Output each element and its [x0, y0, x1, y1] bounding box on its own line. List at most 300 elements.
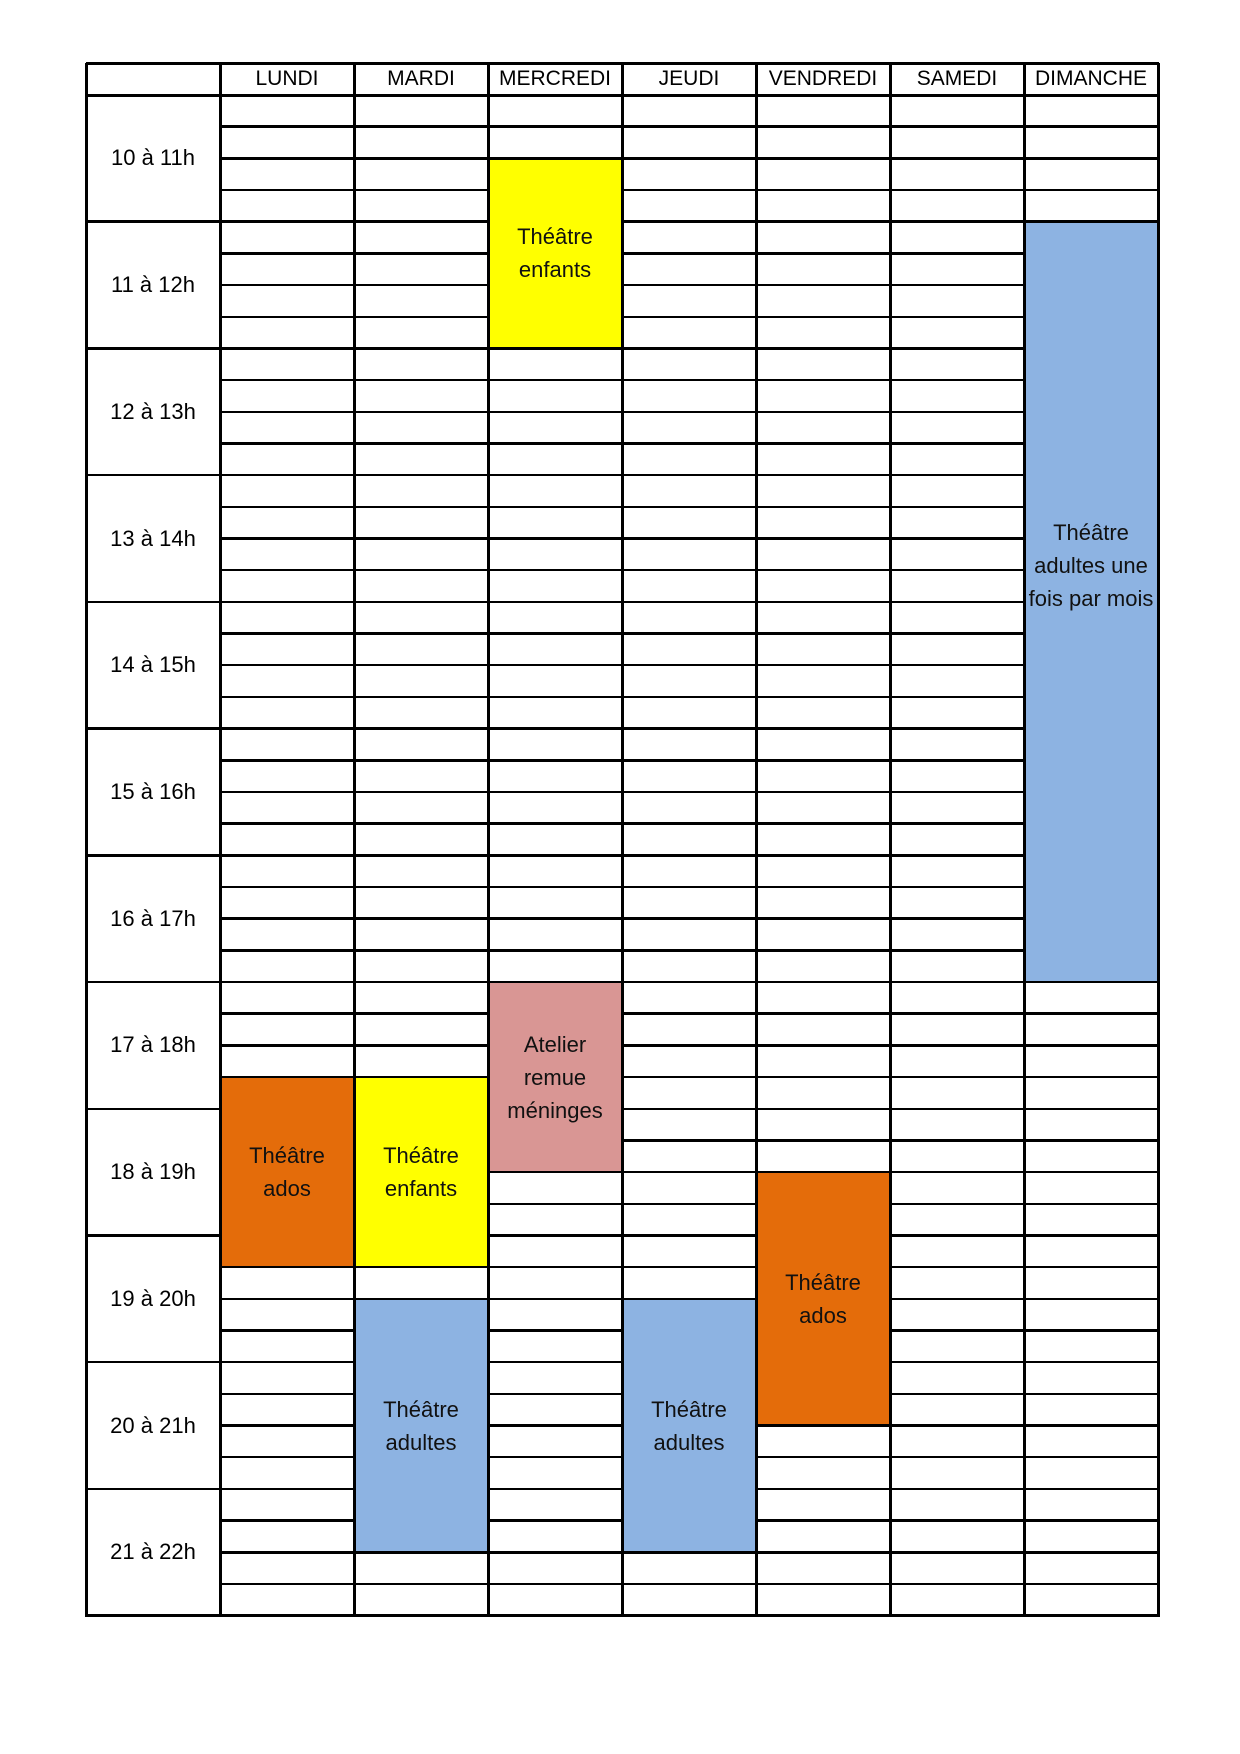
quarter-line: [220, 284, 354, 287]
grid-border-right: [1157, 63, 1160, 1617]
activity-label: Théâtre adultes: [651, 1396, 727, 1455]
quarter-line: [890, 601, 1024, 604]
quarter-line: [756, 474, 890, 477]
quarter-line: [890, 981, 1024, 984]
quarter-line: [622, 1012, 756, 1015]
quarter-line: [220, 442, 354, 445]
quarter-line: [622, 125, 756, 128]
quarter-line: [1024, 1488, 1158, 1491]
quarter-line: [622, 1583, 756, 1586]
quarter-line: [354, 506, 488, 509]
quarter-line: [220, 1361, 354, 1364]
quarter-line: [622, 854, 756, 857]
quarter-line: [890, 1012, 1024, 1015]
quarter-line: [890, 727, 1024, 730]
quarter-line: [756, 854, 890, 857]
quarter-line: [890, 442, 1024, 445]
quarter-line: [756, 1139, 890, 1142]
activity-block: [488, 982, 622, 1172]
quarter-line: [488, 601, 622, 604]
quarter-line: [1024, 1044, 1158, 1047]
quarter-line: [220, 632, 354, 635]
quarter-line: [354, 125, 488, 128]
quarter-line: [756, 1076, 890, 1079]
quarter-line: [220, 1393, 354, 1396]
quarter-line: [890, 474, 1024, 477]
quarter-line: [756, 506, 890, 509]
quarter-line: [1024, 1393, 1158, 1396]
day-column-divider: [621, 63, 624, 1617]
quarter-line: [890, 1266, 1024, 1269]
quarter-line: [220, 854, 354, 857]
quarter-line: [890, 379, 1024, 382]
quarter-line: [890, 1456, 1024, 1459]
quarter-line: [1024, 1519, 1158, 1522]
quarter-line: [220, 411, 354, 414]
quarter-line: [756, 220, 890, 223]
hour-divider: [86, 474, 220, 477]
quarter-line: [890, 1171, 1024, 1174]
quarter-line: [622, 1171, 756, 1174]
quarter-line: [354, 1583, 488, 1586]
quarter-line: [220, 506, 354, 509]
quarter-line: [622, 601, 756, 604]
quarter-line: [890, 316, 1024, 319]
quarter-line: [220, 1076, 354, 1079]
day-column-divider: [487, 63, 490, 1617]
quarter-line: [622, 189, 756, 192]
quarter-line: [622, 696, 756, 699]
day-header-mercredi: MERCREDI: [498, 67, 611, 90]
quarter-line: [354, 316, 488, 319]
quarter-line: [354, 917, 488, 920]
quarter-line: [488, 506, 622, 509]
quarter-line: [890, 537, 1024, 540]
quarter-line: [622, 886, 756, 889]
hour-divider: [86, 1108, 220, 1111]
quarter-line: [756, 822, 890, 825]
time-slot-label: 18 à 19h: [110, 1159, 196, 1185]
quarter-line: [354, 696, 488, 699]
quarter-line: [622, 1076, 756, 1079]
hour-divider: [86, 1488, 220, 1491]
activity-label: Théâtre enfants: [383, 1143, 459, 1202]
quarter-line: [756, 189, 890, 192]
activity-block: [354, 1077, 488, 1267]
quarter-line: [622, 1108, 756, 1111]
quarter-line: [622, 506, 756, 509]
quarter-line: [622, 727, 756, 730]
quarter-line: [354, 284, 488, 287]
quarter-line: [890, 632, 1024, 635]
activity-label: Théâtre adultes: [383, 1396, 459, 1455]
quarter-line: [488, 1234, 622, 1237]
quarter-line: [622, 822, 756, 825]
time-slot-label: 17 à 18h: [110, 1032, 196, 1058]
quarter-line: [890, 1139, 1024, 1142]
activity-label: Atelier remue méninges: [507, 1031, 603, 1123]
quarter-line: [1024, 1203, 1158, 1206]
quarter-line: [354, 569, 488, 572]
quarter-line: [1024, 1171, 1158, 1174]
quarter-line: [622, 220, 756, 223]
quarter-line: [890, 125, 1024, 128]
quarter-line: [622, 949, 756, 952]
quarter-line: [756, 1488, 890, 1491]
quarter-line: [354, 1012, 488, 1015]
quarter-line: [354, 442, 488, 445]
activity-block: [756, 1172, 890, 1425]
quarter-line: [890, 664, 1024, 667]
quarter-line: [1024, 189, 1158, 192]
quarter-line: [220, 1456, 354, 1459]
quarter-line: [622, 316, 756, 319]
quarter-line: [1024, 1108, 1158, 1111]
activity-block: [354, 1299, 488, 1552]
quarter-line: [756, 252, 890, 255]
quarter-line: [756, 696, 890, 699]
quarter-line: [488, 1583, 622, 1586]
quarter-line: [354, 411, 488, 414]
quarter-line: [756, 1108, 890, 1111]
quarter-line: [220, 822, 354, 825]
quarter-line: [354, 822, 488, 825]
quarter-line: [488, 1519, 622, 1522]
quarter-line: [220, 791, 354, 794]
quarter-line: [488, 125, 622, 128]
quarter-line: [220, 1044, 354, 1047]
quarter-line: [220, 1551, 354, 1554]
quarter-line: [220, 569, 354, 572]
quarter-line: [220, 759, 354, 762]
activity-block: [1024, 222, 1158, 982]
quarter-line: [354, 1266, 488, 1269]
quarter-line: [890, 1424, 1024, 1427]
quarter-line: [622, 411, 756, 414]
quarter-line: [488, 347, 622, 350]
quarter-line: [756, 601, 890, 604]
quarter-line: [622, 632, 756, 635]
quarter-line: [220, 917, 354, 920]
quarter-line: [622, 1298, 756, 1301]
quarter-line: [622, 759, 756, 762]
quarter-line: [756, 537, 890, 540]
quarter-line: [756, 442, 890, 445]
quarter-line: [488, 1361, 622, 1364]
quarter-line: [220, 379, 354, 382]
activity-label: Théâtre enfants: [517, 224, 593, 283]
quarter-line: [890, 822, 1024, 825]
quarter-line: [756, 949, 890, 952]
quarter-line: [488, 379, 622, 382]
quarter-line: [488, 1551, 622, 1554]
quarter-line: [220, 981, 354, 984]
day-header-vendredi: VENDREDI: [768, 67, 878, 90]
day-column-divider: [1023, 63, 1026, 1617]
quarter-line: [220, 1488, 354, 1491]
time-slot-label: 13 à 14h: [110, 525, 196, 551]
quarter-line: [622, 284, 756, 287]
quarter-line: [890, 1076, 1024, 1079]
day-column-divider: [889, 63, 892, 1617]
quarter-line: [756, 1012, 890, 1015]
quarter-line: [756, 316, 890, 319]
quarter-line: [890, 1488, 1024, 1491]
quarter-line: [354, 1298, 488, 1301]
quarter-line: [354, 474, 488, 477]
activity-block: [622, 1299, 756, 1552]
quarter-line: [488, 537, 622, 540]
quarter-line: [354, 727, 488, 730]
quarter-line: [756, 411, 890, 414]
quarter-line: [354, 632, 488, 635]
quarter-line: [488, 1329, 622, 1332]
quarter-line: [1024, 1424, 1158, 1427]
day-header-mardi: MARDI: [387, 67, 455, 90]
quarter-line: [488, 442, 622, 445]
quarter-line: [354, 759, 488, 762]
quarter-line: [622, 537, 756, 540]
quarter-line: [1024, 981, 1158, 984]
quarter-line: [622, 157, 756, 160]
day-column-divider: [353, 63, 356, 1617]
time-slot-label: 21 à 22h: [110, 1539, 196, 1565]
quarter-line: [354, 664, 488, 667]
quarter-line: [890, 1203, 1024, 1206]
quarter-line: [756, 157, 890, 160]
quarter-line: [890, 917, 1024, 920]
quarter-line: [220, 537, 354, 540]
hour-divider: [86, 727, 220, 730]
quarter-line: [354, 981, 488, 984]
quarter-line: [622, 917, 756, 920]
quarter-line: [354, 379, 488, 382]
quarter-line: [756, 981, 890, 984]
hour-divider: [86, 601, 220, 604]
quarter-line: [622, 791, 756, 794]
day-header-lundi: LUNDI: [255, 67, 319, 90]
quarter-line: [354, 1044, 488, 1047]
quarter-line: [488, 474, 622, 477]
quarter-line: [756, 791, 890, 794]
activity-label: Théâtre ados: [249, 1143, 325, 1202]
quarter-line: [488, 664, 622, 667]
quarter-line: [220, 886, 354, 889]
quarter-line: [488, 791, 622, 794]
quarter-line: [756, 664, 890, 667]
quarter-line: [756, 1171, 890, 1174]
quarter-line: [756, 347, 890, 350]
quarter-line: [488, 759, 622, 762]
quarter-line: [890, 1551, 1024, 1554]
activity-label: Théâtre ados: [785, 1269, 861, 1328]
hour-divider: [86, 220, 220, 223]
quarter-line: [220, 316, 354, 319]
quarter-line: [220, 125, 354, 128]
quarter-line: [890, 1519, 1024, 1522]
quarter-line: [756, 1519, 890, 1522]
quarter-line: [220, 220, 354, 223]
quarter-line: [890, 1108, 1024, 1111]
quarter-line: [1024, 1266, 1158, 1269]
day-header-dimanche: DIMANCHE: [1034, 67, 1147, 90]
quarter-line: [488, 569, 622, 572]
quarter-line: [1024, 1551, 1158, 1554]
quarter-line: [756, 1456, 890, 1459]
quarter-line: [890, 1234, 1024, 1237]
quarter-line: [354, 949, 488, 952]
quarter-line: [354, 347, 488, 350]
hour-divider: [86, 347, 220, 350]
quarter-line: [622, 1203, 756, 1206]
quarter-line: [354, 220, 488, 223]
quarter-line: [1024, 1076, 1158, 1079]
quarter-line: [890, 759, 1024, 762]
quarter-line: [488, 1266, 622, 1269]
quarter-line: [220, 727, 354, 730]
quarter-line: [756, 1044, 890, 1047]
quarter-line: [890, 854, 1024, 857]
quarter-line: [1024, 1012, 1158, 1015]
quarter-line: [756, 125, 890, 128]
hour-divider: [86, 1234, 220, 1237]
quarter-line: [1024, 1456, 1158, 1459]
day-header-samedi: SAMEDI: [916, 67, 998, 90]
activity-block: [220, 1077, 354, 1267]
quarter-line: [220, 949, 354, 952]
grid-border-left: [85, 63, 88, 1617]
quarter-line: [488, 1456, 622, 1459]
hour-divider: [86, 854, 220, 857]
time-slot-label: 20 à 21h: [110, 1412, 196, 1438]
quarter-line: [488, 411, 622, 414]
quarter-line: [756, 917, 890, 920]
quarter-line: [756, 1551, 890, 1554]
quarter-line: [1024, 1329, 1158, 1332]
quarter-line: [890, 220, 1024, 223]
quarter-line: [220, 1012, 354, 1015]
activity-block: [488, 158, 622, 348]
quarter-line: [354, 854, 488, 857]
quarter-line: [622, 981, 756, 984]
quarter-line: [622, 1551, 756, 1554]
time-slot-label: 12 à 13h: [110, 398, 196, 424]
quarter-line: [488, 981, 622, 984]
quarter-line: [220, 664, 354, 667]
quarter-line: [756, 1424, 890, 1427]
quarter-line: [890, 1298, 1024, 1301]
quarter-line: [488, 632, 622, 635]
quarter-line: [220, 347, 354, 350]
quarter-line: [622, 442, 756, 445]
day-column-divider: [755, 63, 758, 1617]
quarter-line: [622, 474, 756, 477]
quarter-line: [220, 252, 354, 255]
quarter-line: [220, 1329, 354, 1332]
quarter-line: [622, 347, 756, 350]
quarter-line: [220, 1266, 354, 1269]
quarter-line: [890, 506, 1024, 509]
quarter-line: [756, 727, 890, 730]
quarter-line: [1024, 1139, 1158, 1142]
quarter-line: [488, 696, 622, 699]
quarter-line: [622, 1044, 756, 1047]
quarter-line: [756, 1583, 890, 1586]
quarter-line: [890, 189, 1024, 192]
quarter-line: [890, 949, 1024, 952]
quarter-line: [890, 1583, 1024, 1586]
quarter-line: [220, 1424, 354, 1427]
quarter-line: [354, 1551, 488, 1554]
quarter-line: [354, 1076, 488, 1079]
quarter-line: [1024, 125, 1158, 128]
quarter-line: [1024, 1361, 1158, 1364]
quarter-line: [488, 886, 622, 889]
quarter-line: [890, 347, 1024, 350]
quarter-line: [890, 284, 1024, 287]
time-column-divider: [219, 63, 222, 1617]
quarter-line: [890, 252, 1024, 255]
quarter-line: [890, 886, 1024, 889]
quarter-line: [622, 1266, 756, 1269]
time-slot-label: 14 à 15h: [110, 652, 196, 678]
quarter-line: [488, 822, 622, 825]
quarter-line: [756, 886, 890, 889]
quarter-line: [354, 601, 488, 604]
time-slot-label: 16 à 17h: [110, 905, 196, 931]
activity-label: Théâtre adultes une fois par mois: [1028, 520, 1154, 612]
time-slot-label: 15 à 16h: [110, 778, 196, 804]
quarter-line: [756, 284, 890, 287]
quarter-line: [1024, 220, 1158, 223]
quarter-line: [488, 1298, 622, 1301]
quarter-line: [220, 474, 354, 477]
quarter-line: [488, 727, 622, 730]
quarter-line: [756, 632, 890, 635]
quarter-line: [622, 1234, 756, 1237]
quarter-line: [622, 1139, 756, 1142]
quarter-line: [756, 759, 890, 762]
quarter-line: [622, 569, 756, 572]
quarter-line: [890, 1393, 1024, 1396]
quarter-line: [488, 1171, 622, 1174]
quarter-line: [1024, 157, 1158, 160]
quarter-line: [354, 791, 488, 794]
quarter-line: [890, 1044, 1024, 1047]
day-header-jeudi: JEUDI: [658, 67, 720, 90]
quarter-line: [890, 696, 1024, 699]
quarter-line: [488, 854, 622, 857]
quarter-line: [890, 157, 1024, 160]
quarter-line: [890, 569, 1024, 572]
quarter-line: [220, 189, 354, 192]
quarter-line: [1024, 1298, 1158, 1301]
quarter-line: [220, 696, 354, 699]
quarter-line: [488, 917, 622, 920]
quarter-line: [220, 601, 354, 604]
quarter-line: [890, 791, 1024, 794]
quarter-line: [890, 411, 1024, 414]
quarter-line: [1024, 1234, 1158, 1237]
quarter-line: [354, 189, 488, 192]
quarter-line: [622, 379, 756, 382]
quarter-line: [220, 1298, 354, 1301]
quarter-line: [354, 252, 488, 255]
hour-divider: [86, 981, 220, 984]
hour-divider: [86, 1361, 220, 1364]
quarter-line: [756, 569, 890, 572]
quarter-line: [756, 379, 890, 382]
